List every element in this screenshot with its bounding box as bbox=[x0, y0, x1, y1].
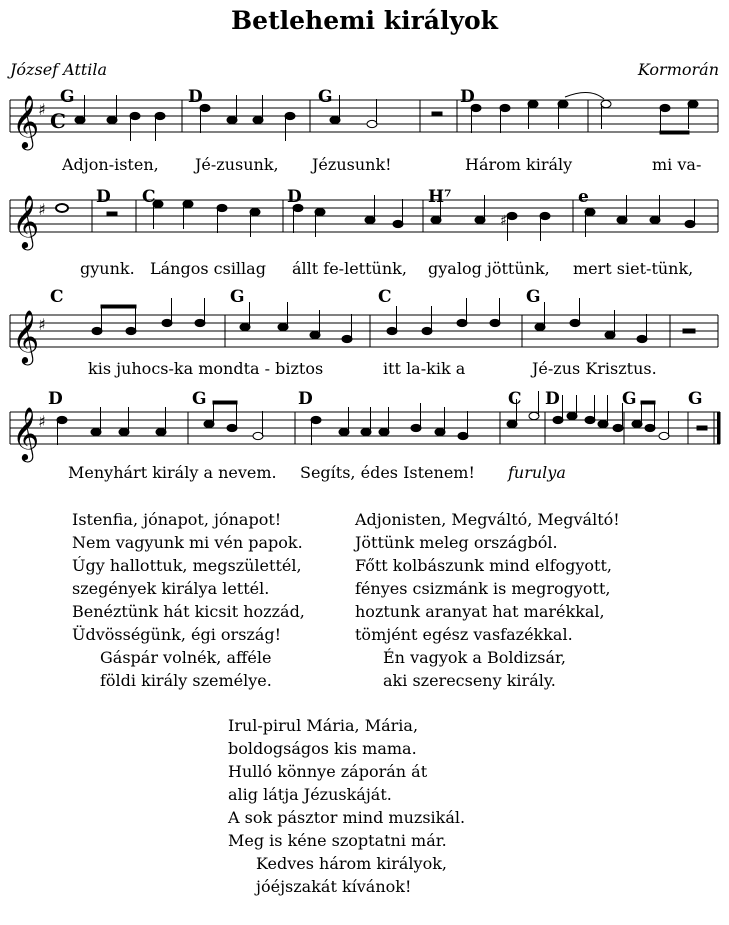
verse-line: jóéjszakát kívánok! bbox=[256, 877, 412, 896]
chord-symbol: G bbox=[230, 287, 245, 307]
verse-line: Gáspár volnék, afféle bbox=[100, 648, 272, 667]
instrument-label: furulya bbox=[508, 463, 566, 482]
lyric-text: Három király bbox=[465, 155, 573, 174]
lyric-text: Adjon-isten, bbox=[62, 155, 159, 174]
staff-1 bbox=[0, 85, 729, 195]
lyric-text: Segíts, édes Istenem! bbox=[300, 463, 475, 482]
chord-symbol: G bbox=[60, 87, 75, 107]
sharp-icon: ♯ bbox=[38, 315, 46, 334]
lyric-text: kis juhocs-ka mondta - biztos bbox=[88, 359, 324, 378]
verse-line: Én vagyok a Boldizsár, bbox=[383, 648, 566, 667]
chord-symbol: C bbox=[142, 187, 156, 207]
song-title: Betlehemi királyok bbox=[231, 6, 498, 35]
lyric-text: mi va- bbox=[652, 155, 702, 174]
svg-text:C: C bbox=[50, 109, 66, 133]
chord-symbol: C bbox=[508, 389, 522, 409]
treble-clef-icon: 𝄞 bbox=[12, 94, 40, 148]
chord-symbol: C bbox=[378, 287, 392, 307]
chord-symbol: G bbox=[622, 389, 637, 409]
chord-symbol: H⁷ bbox=[428, 187, 452, 207]
verse-line: Úgy hallottuk, megszülettél, bbox=[72, 556, 302, 575]
chord-symbol: D bbox=[96, 187, 111, 207]
verse-right bbox=[355, 508, 620, 692]
chord-symbol: C bbox=[50, 287, 64, 307]
verse-line: földi király személye. bbox=[100, 671, 272, 690]
lyric-text: Jézusunk! bbox=[312, 155, 392, 174]
chord-symbol: D bbox=[460, 87, 475, 107]
verse-left bbox=[72, 508, 305, 692]
verse-line: fényes csizmánk is megrogyott, bbox=[355, 579, 611, 598]
verse-line: Adjonisten, Megváltó, Megváltó! bbox=[355, 510, 620, 529]
treble-clef-icon: 𝄞 bbox=[12, 194, 40, 248]
verse-line: tömjént egész vasfazékkal. bbox=[355, 625, 573, 644]
music-system-1 bbox=[0, 85, 729, 195]
chord-symbol: G bbox=[192, 389, 207, 409]
lyric-text: itt la-kik a bbox=[383, 359, 466, 378]
chord-symbol: D bbox=[298, 389, 313, 409]
verse-line: Benéztünk hát kicsit hozzád, bbox=[72, 602, 305, 621]
sharp-icon: ♯ bbox=[38, 100, 46, 119]
treble-clef-icon: 𝄞 bbox=[12, 309, 40, 363]
verse-line: aki szerecseny király. bbox=[383, 671, 556, 690]
verse-bottom bbox=[228, 714, 465, 898]
verse-line: Irul-pirul Mária, Mária, bbox=[228, 716, 419, 735]
treble-clef-icon: 𝄞 bbox=[12, 406, 40, 460]
chord-symbol: G bbox=[318, 87, 333, 107]
lyric-text: állt fe-lettünk, bbox=[292, 259, 407, 278]
lyric-text: gyunk. bbox=[80, 259, 135, 278]
lyric-text: Jé-zus Krisztus. bbox=[532, 359, 657, 378]
verse-line: boldogságos kis mama. bbox=[228, 739, 417, 758]
music-system-4 bbox=[0, 385, 729, 495]
poet-name: József Attila bbox=[10, 60, 108, 79]
verse-line: alig látja Jézuskáját. bbox=[228, 785, 392, 804]
verse-line: hoztunk aranyat hat marékkal, bbox=[355, 602, 605, 621]
lyric-text: Jé-zusunk, bbox=[195, 155, 279, 174]
verse-line: A sok pásztor mind muzsikál. bbox=[228, 808, 466, 827]
staff-3 bbox=[0, 285, 729, 395]
chord-symbol: G bbox=[526, 287, 541, 307]
verse-line: Üdvösségünk, égi ország! bbox=[72, 625, 282, 644]
lyric-text: gyalog jöttünk, bbox=[428, 259, 550, 278]
verse-line: Főtt kolbászunk mind elfogyott, bbox=[355, 556, 612, 575]
chord-symbol: e bbox=[578, 187, 589, 207]
chord-symbol: G bbox=[688, 389, 703, 409]
verse-line: Jöttünk meleg országból. bbox=[355, 533, 558, 552]
verse-line: Meg is kéne szoptatni már. bbox=[228, 831, 447, 850]
lyric-text: Menyhárt király a nevem. bbox=[68, 463, 277, 482]
chord-symbol: D bbox=[545, 389, 560, 409]
verse-line: Kedves három királyok, bbox=[256, 854, 447, 873]
chord-symbol: D bbox=[287, 187, 302, 207]
lyric-text: mert siet-tünk, bbox=[573, 259, 694, 278]
verse-line: Istenfia, jónapot, jónapot! bbox=[72, 510, 282, 529]
music-system-2 bbox=[0, 183, 729, 293]
lyric-text: Lángos csillag bbox=[150, 259, 266, 278]
sharp-icon: ♯ bbox=[38, 200, 46, 219]
music-system-3 bbox=[0, 285, 729, 395]
verse-line: Nem vagyunk mi vén papok. bbox=[72, 533, 303, 552]
chord-symbol: D bbox=[48, 389, 63, 409]
chord-symbol: D bbox=[188, 87, 203, 107]
svg-text:♯: ♯ bbox=[500, 213, 507, 229]
verse-line: Hulló könnye záporán át bbox=[228, 762, 428, 781]
composer-name: Kormorán bbox=[637, 60, 719, 79]
sharp-icon: ♯ bbox=[38, 412, 46, 431]
verse-line: szegények királya lettél. bbox=[72, 579, 270, 598]
